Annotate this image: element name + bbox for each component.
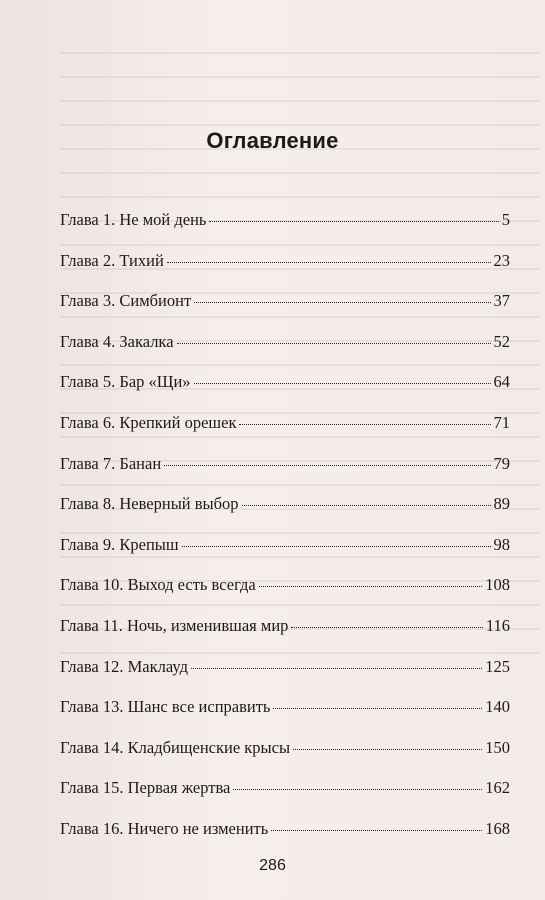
toc-entry <box>60 738 510 779</box>
entry-page: 116 <box>485 615 510 635</box>
table-of-contents <box>60 210 510 860</box>
dot-leader <box>164 465 490 466</box>
entry-title: Глава 6. Крепкий орешек <box>60 412 237 432</box>
entry-page: 150 <box>485 737 510 757</box>
toc-entry <box>60 535 510 576</box>
entry-title: Глава 16. Ничего не изменить <box>60 818 269 838</box>
dot-leader <box>273 708 482 709</box>
entry-title: Глава 11. Ночь, изменившая мир <box>60 615 289 635</box>
entry-page: 79 <box>493 453 510 473</box>
dot-leader <box>167 262 491 263</box>
entry-page: 125 <box>485 656 510 676</box>
toc-entry <box>60 575 510 616</box>
entry-page: 140 <box>485 697 510 717</box>
entry-title: Глава 5. Бар «Щи» <box>60 372 191 392</box>
entry-page: 162 <box>485 778 510 798</box>
entry-page: 37 <box>493 291 510 311</box>
dot-leader <box>191 668 482 669</box>
entry-page: 71 <box>493 412 510 432</box>
entry-title: Глава 8. Неверный выбор <box>60 494 239 514</box>
entry-title: Глава 12. Маклауд <box>60 656 188 676</box>
dot-leader <box>194 302 490 303</box>
entry-title: Глава 4. Закалка <box>60 331 174 351</box>
entry-page: 89 <box>493 494 510 514</box>
entry-title: Глава 3. Симбионт <box>60 291 192 311</box>
dot-leader <box>259 586 482 587</box>
entry-page: 108 <box>485 575 510 595</box>
toc-entry <box>60 291 510 332</box>
entry-title: Глава 1. Не мой день <box>60 210 207 229</box>
toc-entry <box>60 251 510 292</box>
dot-leader <box>271 830 482 831</box>
entry-title: Глава 2. Тихий <box>60 250 164 270</box>
entry-title: Глава 10. Выход есть всегда <box>60 575 256 595</box>
entry-page: 52 <box>493 331 510 351</box>
entry-title: Глава 15. Первая жертва <box>60 778 231 798</box>
page-number: 286 <box>259 857 286 874</box>
toc-entry <box>60 210 510 251</box>
dot-leader <box>239 424 490 425</box>
dot-leader <box>182 546 491 547</box>
dot-leader <box>209 221 498 222</box>
dot-leader <box>293 749 482 750</box>
toc-entry <box>60 332 510 373</box>
dot-leader <box>177 343 491 344</box>
toc-entry <box>60 494 510 535</box>
entry-page: 64 <box>493 372 510 392</box>
toc-entry <box>60 697 510 738</box>
toc-entry <box>60 657 510 698</box>
entry-page: 23 <box>493 250 510 270</box>
dot-leader <box>233 789 482 790</box>
page-title: Оглавление <box>206 128 339 153</box>
entry-title: Глава 9. Крепыш <box>60 534 179 554</box>
entry-page: 168 <box>485 818 510 838</box>
entry-page: 98 <box>493 534 510 554</box>
toc-entry <box>60 372 510 413</box>
entry-title: Глава 13. Шанс все исправить <box>60 697 271 717</box>
entry-title: Глава 14. Кладбищенские крысы <box>60 737 291 757</box>
dot-leader <box>242 505 491 506</box>
toc-entry <box>60 616 510 657</box>
toc-entry <box>60 819 510 860</box>
dot-leader <box>194 383 491 384</box>
toc-entry <box>60 413 510 454</box>
entry-title: Глава 7. Банан <box>60 453 162 473</box>
toc-entry <box>60 454 510 495</box>
entry-page: 5 <box>501 210 510 229</box>
dot-leader <box>291 627 482 628</box>
toc-entry <box>60 778 510 819</box>
